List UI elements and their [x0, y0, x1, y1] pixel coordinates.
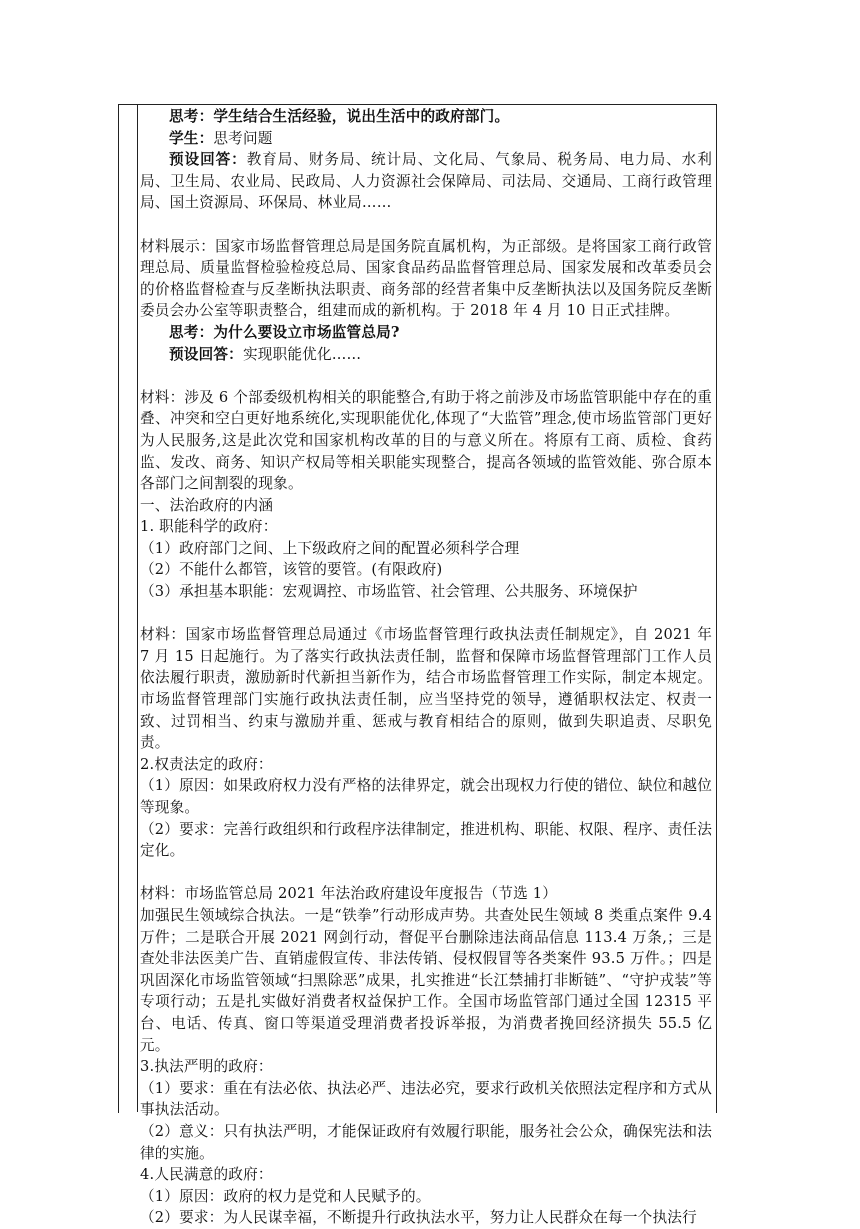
think-prompt-1: [140, 106, 712, 128]
material-1: 材料展示：国家市场监督管理总局是国务院直属机构，为正部级。是将国家工商行政管理总局、质量监督检验检疫总局、国家食品药品监督管理总局、国家发展和改革委员会的价格监督检查与反垄断执法职责、商务部的经营者集中反垄断执法以及国务院反垄断委员会办公室等职责整合，组建而成的新机构。于 2018 年 4 月 10 日正式挂牌。: [140, 237, 712, 320]
preset-text-1: 教育局、财务局、统计局、文化局、气象局、税务局、电力局、水利局、卫生局、农业局、民政局、人力资源社会保障局、司法局、交通局、工商行政管理局、国土资源局、环保局、林业局……: [140, 151, 712, 212]
lesson-content: [140, 106, 712, 1229]
preset-answer-2: [140, 344, 712, 366]
point-2-title: 2.权责法定的政府：: [140, 755, 273, 773]
preset-label-2: 预设回答：: [169, 345, 243, 363]
section-heading-1: 一、法治政府的内涵: [140, 496, 274, 514]
blank-line: [140, 862, 712, 884]
student-text: 思考问题: [213, 129, 273, 147]
student-line: [140, 128, 712, 150]
material-4-text: 加强民生领域综合执法。一是“铁拳”行动形成声势。共查处民生领域 8 类重点案件 9.4 万件；二是联合开展 2021 网剑行动，督促平台删除违法商品信息 113.4 万条,；三是查处非法医美广告、直销虚假宣传、非法传销、侵权假冒等各类案件 93.5 万件。；四是巩固深化市场监管领域“扫黑除恶”成果，扎实推进“长江禁捕打非断链”、“守护戎装”等专项行动；五是扎实做好消费者权益保护工作。全国市场监管部门通过全国 12315 平台、电话、传真、窗口等渠道受理消费者投诉举报，为消费者挽回经济损失 55.5 亿元。: [140, 906, 712, 1054]
think-prompt-2: [140, 322, 712, 344]
point-3-item-2: （2）意义：只有执法严明，才能保证政府有效履行职能，服务社会公众，确保宪法和法律的实施。: [140, 1122, 712, 1162]
student-label: 学生：: [169, 129, 214, 147]
blank-line: [140, 603, 712, 625]
point-4-title: 4.人民满意的政府：: [140, 1166, 273, 1184]
material-2: 材料：涉及 6 个部委级机构相关的职能整合,有助于将之前涉及市场监管职能中存在的重叠、冲突和空白更好地系统化,实现职能优化,体现了“大监管”理念,使市场监管部门更好为人民服务,这是此次党和国家机构改革的目的与意义所在。将原有工商、质检、食药监、发改、商务、知识产权局等相关职能实现整合，提高各领域的监管效能、弥合原本各部门之间割裂的现象。: [140, 388, 712, 493]
point-4-item-1: （1）原因：政府的权力是党和人民赋予的。: [140, 1187, 431, 1205]
preset-label-1: 预设回答：: [169, 151, 247, 169]
point-1-item-2: （2）不能什么都管，该管的要管。(有限政府): [140, 561, 443, 579]
material-3: 材料：国家市场监督管理总局通过《市场监督管理行政执法责任制规定》，自 2021 年 7 月 15 日起施行。为了落实行政执法责任制，监督和保障市场监督管理部门工作人员依法履行职责，激励新时代新担当新作为，结合市场监督管理工作实际，制定本规定。 市场监督管理部门实施行政执法责任制，应当坚持党的领导，遵循职权法定、权责一致、过罚相当、约束与激励并重、惩戒与教育相结合的原则，做到失职追责、尽职免责。: [140, 626, 712, 752]
point-1-item-1: （1）政府部门之间、上下级政府之间的配置必须科学合理: [140, 539, 520, 557]
material-4-title: 材料：市场监管总局 2021 年法治政府建设年度报告（节选 1）: [140, 885, 557, 903]
point-3-title: 3.执法严明的政府：: [140, 1058, 273, 1076]
point-3-item-1: （1）要求：重在有法必依、执法必严、违法必究，要求行政机关依照法定程序和方式从事执法活动。: [140, 1079, 712, 1119]
blank-line: [140, 365, 712, 387]
point-4-item-2: （2）要求：为人民谋幸福，不断提升行政执法水平，努力让人民群众在每一个执法行: [140, 1209, 697, 1227]
table-left-column-divider: [137, 104, 138, 1112]
blank-line: [140, 214, 712, 236]
point-1-title: 1. 职能科学的政府：: [140, 518, 278, 536]
point-1-item-3: （3）承担基本职能：宏观调控、市场监管、社会管理、公共服务、环境保护: [140, 583, 638, 601]
preset-answer-1: [140, 149, 712, 214]
point-2-item-1: （1）原因：如果政府权力没有严格的法律界定，就会出现权力行使的错位、缺位和越位等现象。: [140, 777, 712, 816]
think-label-2: 思考：为什么要设立市场监管总局?: [169, 323, 400, 341]
point-2-item-2: （2）要求：完善行政组织和行政程序法律制定，推进机构、职能、权限、程序、责任法定化。: [140, 820, 712, 860]
think-label-1: 思考：学生结合生活经验，说出生活中的政府部门。: [169, 108, 510, 125]
preset-text-2: 实现职能优化……: [242, 345, 362, 363]
